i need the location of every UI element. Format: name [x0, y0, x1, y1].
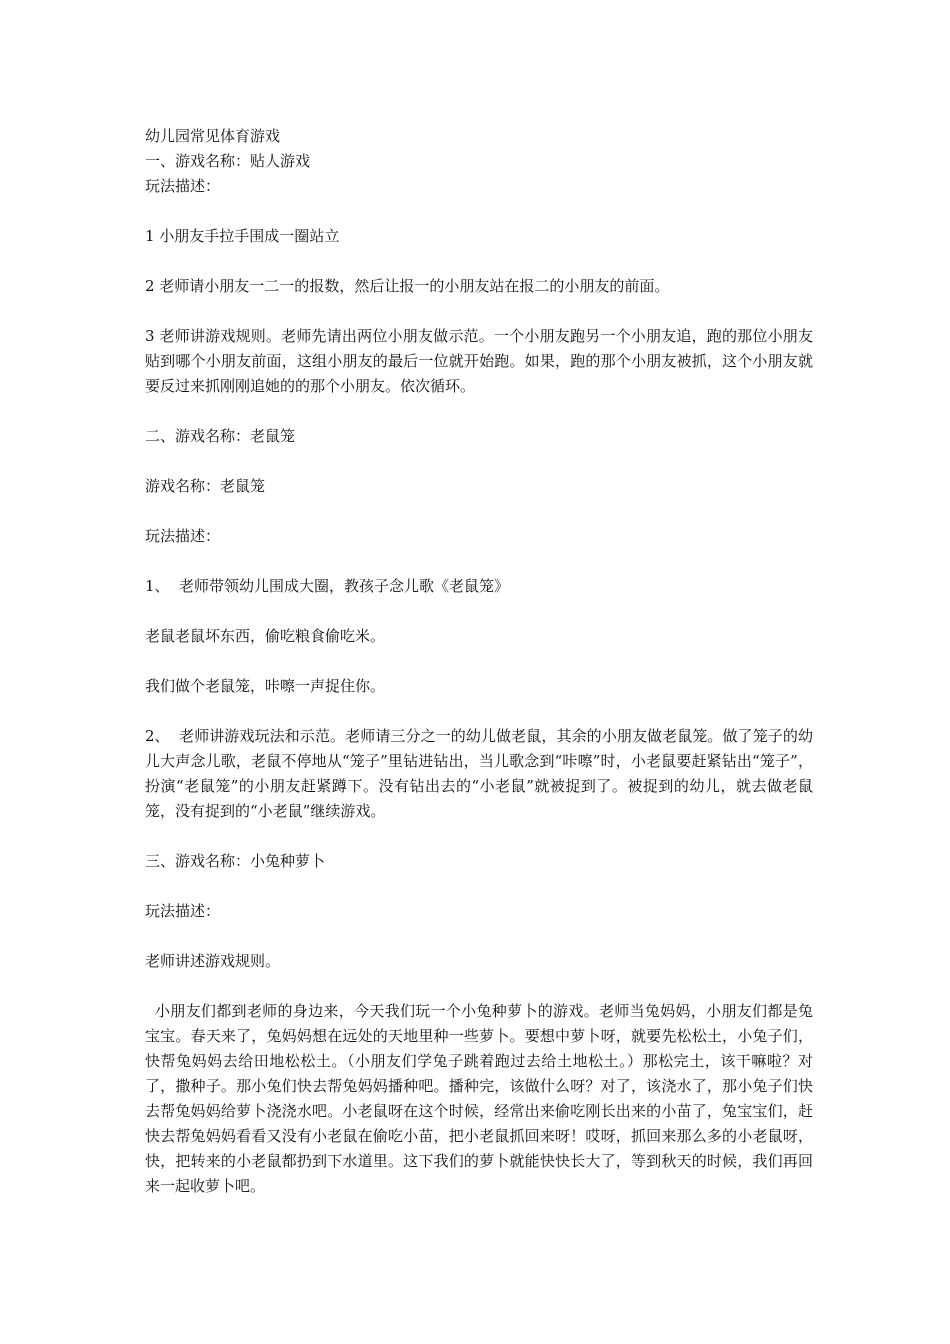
game1-step3: 3 老师讲游戏规则。老师先请出两位小朋友做示范。一个小朋友跑另一个小朋友追，跑的那位小朋友贴到哪个小朋友前面，这组小朋友的最后一位就开始跑。如果，跑的那个小朋友被抓，这个小朋友就要反过来抓刚刚追她的的那个小朋友。依次循环。	[145, 327, 813, 395]
game3-rule-line: 老师讲述游戏规则。	[145, 952, 281, 970]
game2-step1	[145, 574, 813, 599]
game3-desc-label: 玩法描述：	[145, 902, 221, 920]
game2-song-line1: 老鼠老鼠坏东西，偷吃粮食偷吃米。	[145, 627, 386, 645]
game2-name-line: 游戏名称：老鼠笼	[145, 477, 266, 495]
document-body	[145, 124, 813, 1199]
game2-step2-number: 2、	[145, 727, 170, 745]
game3-story: 小朋友们都到老师的身边来，今天我们玩一个小兔种萝卜的游戏。老师当兔妈妈，小朋友们都是兔宝宝。春天来了，兔妈妈想在远处的天地里种一些萝卜。要想中萝卜呀，就要先松松土，小兔子们，快帮兔妈妈去给田地松松土。（小朋友们学兔子跳着跑过去给土地松土。）那松完土，该干嘛啦？对了，撒种子。那小兔们快去帮兔妈妈播种吧。播种完，该做什么呀？对了，该浇水了，那小兔子们快去帮兔妈妈给萝卜浇浇水吧。小老鼠呀在这个时候，经常出来偷吃刚长出来的小苗了，兔宝宝们，赶快去帮兔妈妈看看又没有小老鼠在偷吃小苗，把小老鼠抓回来呀！哎呀，抓回来那么多的小老鼠呀，快，把转来的小老鼠都扔到下水道里。这下我们的萝卜就能快快长大了，等到秋天的时候，我们再回来一起收萝卜吧。	[145, 1002, 813, 1195]
game2-step1-number: 1、	[145, 577, 170, 595]
game1-step2: 2 老师请小朋友一二一的报数，然后让报一的小朋友站在报二的小朋友的前面。	[145, 277, 670, 295]
game2-step1-text: 老师带领幼儿围成大圈，教孩子念儿歌《老鼠笼》	[179, 577, 510, 595]
game2-desc-label: 玩法描述：	[145, 527, 221, 545]
game2-step2-text: 老师讲游戏玩法和示范。老师请三分之一的幼儿做老鼠，其余的小朋友做老鼠笼。做了笼子的幼儿大声念儿歌，老鼠不停地从“笼子”里钻进钻出，当儿歌念到“咔嚓”时，小老鼠要赶紧钻出“笼子”，扮演“老鼠笼”的小朋友赶紧蹲下。没有钻出去的“小老鼠”就被捉到了。被捉到的幼儿，就去做老鼠笼，没有捉到的“小老鼠”继续游戏。	[145, 727, 813, 820]
document-title: 幼儿园常见体育游戏	[145, 127, 281, 145]
game2-song-line2: 我们做个老鼠笼，咔嚓一声捉住你。	[145, 677, 386, 695]
game2-step2	[145, 724, 813, 824]
game2-heading: 二、游戏名称：老鼠笼	[145, 427, 296, 445]
game1-step1: 1 小朋友手拉手围成一圈站立	[145, 227, 340, 245]
game1-heading: 一、游戏名称：贴人游戏	[145, 152, 311, 170]
game3-heading: 三、游戏名称：小兔种萝卜	[145, 852, 326, 870]
game1-desc-label: 玩法描述：	[145, 177, 221, 195]
